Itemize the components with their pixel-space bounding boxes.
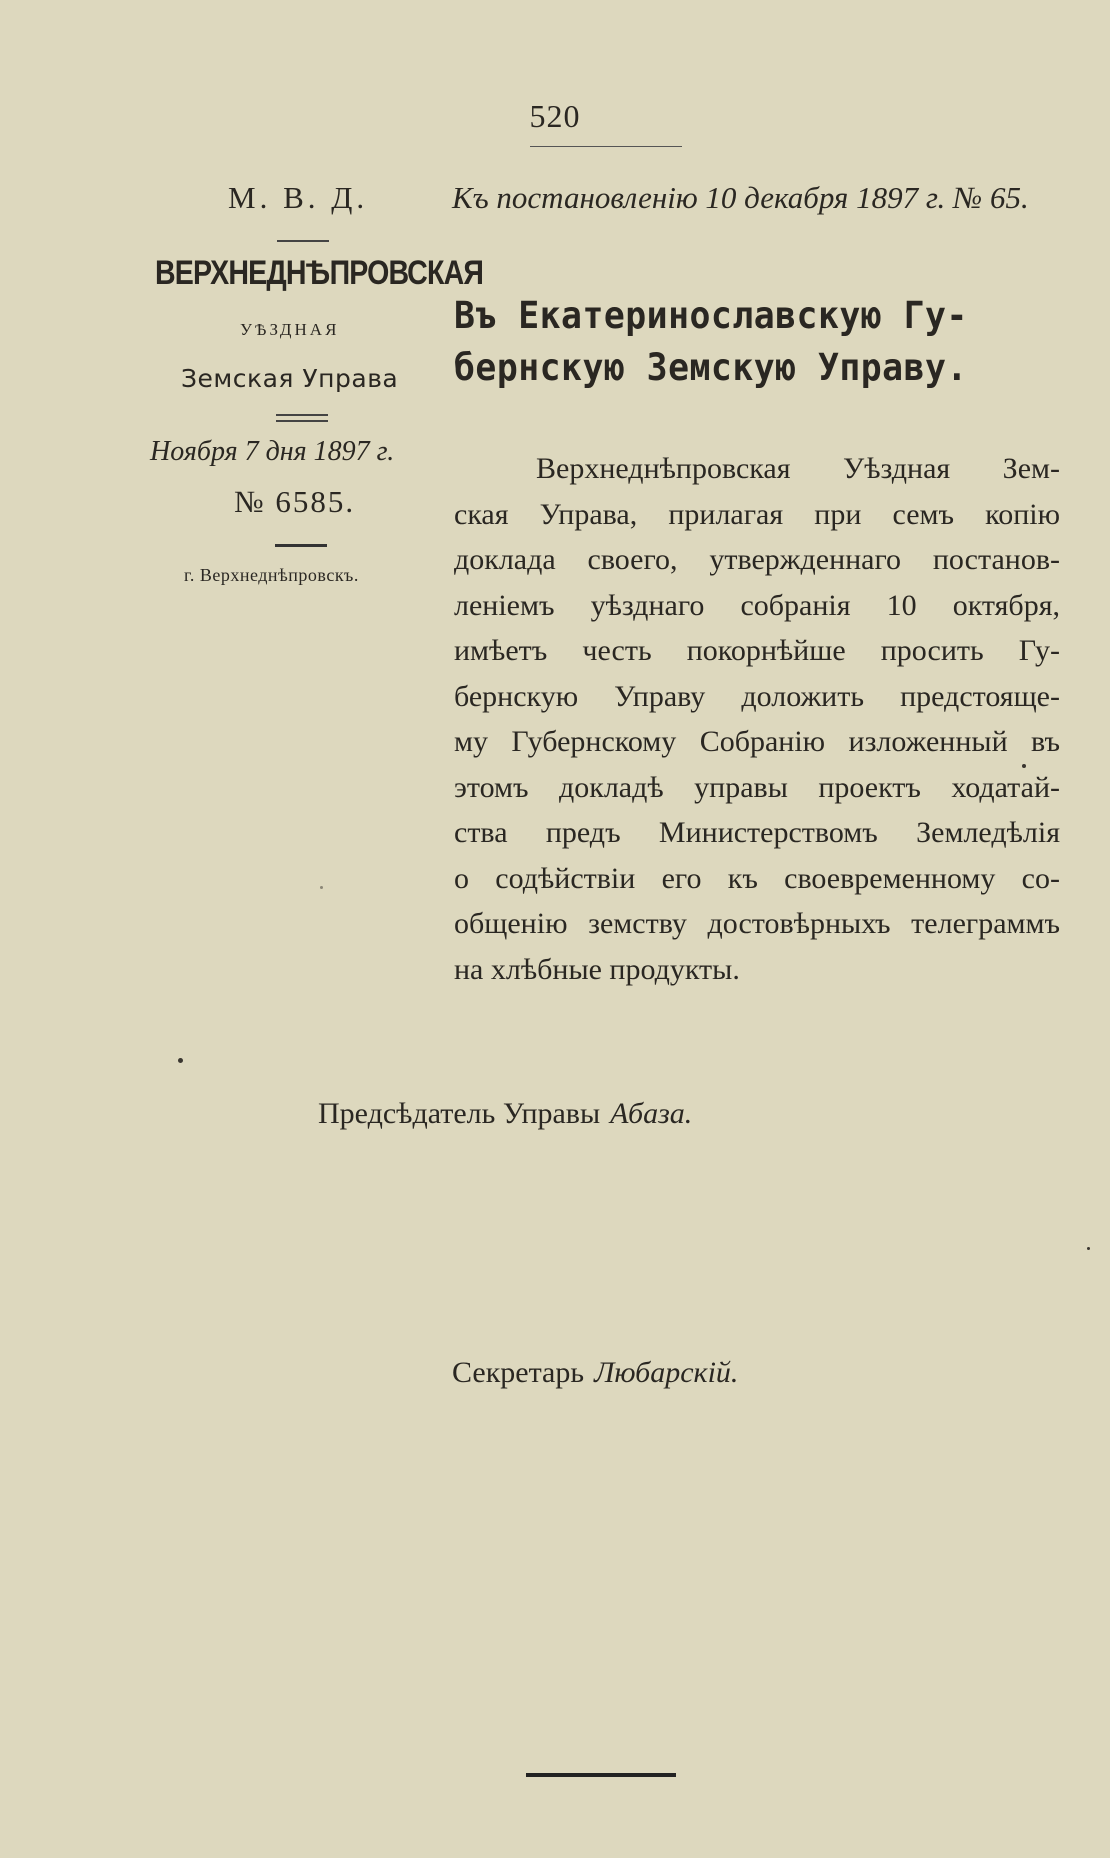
letter-body	[454, 446, 1060, 992]
closing-rule	[526, 1773, 676, 1777]
addressee	[454, 290, 1027, 394]
body-line: на хлѣбные продукты.	[454, 952, 740, 986]
body-line: этомъ докладѣ управы проектъ ходатай-	[454, 770, 1060, 804]
body-line: общенію земству достовѣрныхъ телеграммъ	[454, 907, 1060, 940]
secretary-name: Любарскій.	[594, 1356, 739, 1389]
letter-date: Ноября 7 дня 1897 г.	[150, 436, 395, 467]
body-line: му Губернскому Собранію изложенный въ	[454, 725, 1060, 758]
sender-name: ВЕРХНЕДНѢПРОВСКАЯ	[155, 254, 484, 292]
sender-double-rule-bottom	[276, 420, 328, 422]
sender-divider-bottom	[275, 544, 327, 547]
addressee-line: Въ Екатеринославскую Гу-	[454, 294, 968, 337]
page-number-rule	[530, 146, 682, 147]
body-line: доклада своего, утвержденнаго постанов-	[454, 543, 1060, 576]
addressee-line: бернскую Земскую Управу.	[454, 346, 968, 389]
paper-speck	[178, 1058, 183, 1063]
body-line: Верхнеднѣпровская Уѣздная Зем-	[536, 452, 1060, 485]
paper-speck	[1022, 764, 1026, 768]
sender-divider-top	[277, 240, 329, 242]
chairman-signature-block	[318, 1097, 692, 1131]
sender-city: г. Верхнеднѣпровскъ.	[184, 565, 359, 585]
paper-speck	[320, 886, 323, 889]
ministry-abbreviation: М. В. Д.	[228, 180, 369, 215]
secretary-signature-block	[452, 1356, 738, 1390]
body-line: ская Управа, прилагая при семъ копію	[454, 497, 1060, 531]
sender-zemstvo: Земская Управа	[181, 364, 399, 393]
body-line: леніемъ уѣзднаго собранія 10 октября,	[454, 588, 1060, 622]
chairman-title: Предсѣдатель Управы	[318, 1097, 601, 1130]
letter-number: № 6585.	[234, 484, 356, 519]
page-number: 520	[529, 98, 581, 134]
resolution-reference: Къ постановленію 10 декабря 1897 г. № 65.	[452, 180, 1029, 215]
chairman-name: Абаза.	[610, 1097, 693, 1130]
body-line: бернскую Управу доложить предстояще-	[454, 679, 1060, 713]
body-line: имѣетъ честь покорнѣйше просить Гу-	[454, 634, 1060, 667]
body-line: о содѣйствіи его къ своевременному со-	[454, 861, 1060, 895]
sender-uezd: УѢЗДНАЯ	[240, 320, 340, 339]
secretary-title: Секретарь	[452, 1356, 585, 1389]
sender-double-rule-top	[276, 414, 328, 416]
paper-speck	[1087, 1247, 1090, 1250]
body-line: ства предъ Министерствомъ Земледѣлія	[454, 816, 1060, 849]
